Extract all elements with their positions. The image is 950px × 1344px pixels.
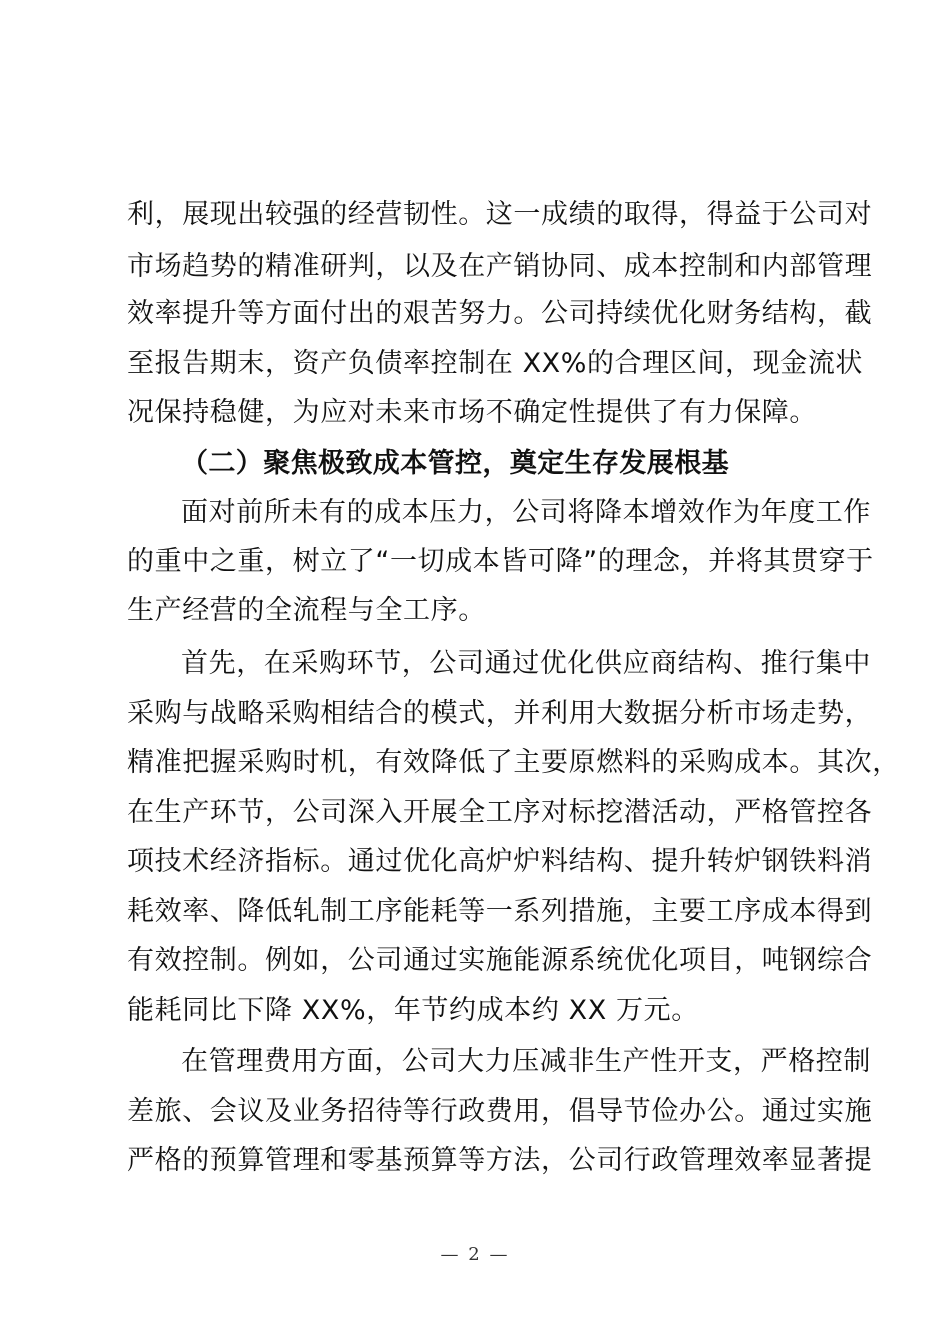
body-text-line: 的重中之重，树立了“一切成本皆可降”的理念，并将其贯穿于 [127, 546, 874, 577]
body-text-line: 况保持稳健，为应对未来市场不确定性提供了有力保障。 [127, 397, 817, 428]
body-text-line: 有效控制。例如，公司通过实施能源系统优化项目，吨钢综合 [127, 945, 873, 976]
body-text-line: 利，展现出较强的经营韧性。这一成绩的取得，得益于公司对 [127, 199, 873, 230]
body-text-line: 采购与战略采购相结合的模式，并利用大数据分析市场走势， [127, 698, 873, 729]
body-text-line: 市场趋势的精准研判，以及在产销协同、成本控制和内部管理 [127, 251, 873, 282]
paragraph-first-line: 在管理费用方面，公司大力压减非生产性开支，严格控制 [181, 1046, 871, 1077]
body-text-line: 生产经营的全流程与全工序。 [127, 595, 486, 626]
paragraph-first-line: 面对前所未有的成本压力，公司将降本增效作为年度工作 [181, 497, 871, 528]
section-heading: （二）聚焦极致成本管控，奠定生存发展根基 [181, 448, 729, 479]
body-text-line: 精准把握采购时机，有效降低了主要原燃料的采购成本。其次， [127, 747, 900, 778]
body-text-line: 在生产环节，公司深入开展全工序对标挖潜活动，严格管控各 [127, 797, 873, 828]
paragraph-first-line: 首先，在采购环节，公司通过优化供应商结构、推行集中 [181, 648, 871, 679]
body-text-line: 效率提升等方面付出的艰苦努力。公司持续优化财务结构，截 [127, 298, 873, 329]
body-text-line: 严格的预算管理和零基预算等方法，公司行政管理效率显著提 [127, 1145, 873, 1176]
body-text-line: 差旅、会议及业务招待等行政费用，倡导节俭办公。通过实施 [127, 1096, 873, 1127]
body-text-line: 项技术经济指标。通过优化高炉炉料结构、提升转炉钢铁料消 [127, 846, 873, 877]
body-text-line: 耗效率、降低轧制工序能耗等一系列措施，主要工序成本得到 [127, 896, 873, 927]
body-text-line: 至报告期末，资产负债率控制在 XX%的合理区间，现金流状 [127, 348, 864, 379]
page-number: — 2 — [440, 1244, 510, 1265]
body-text-line: 能耗同比下降 XX%，年节约成本约 XX 万元。 [127, 995, 699, 1026]
